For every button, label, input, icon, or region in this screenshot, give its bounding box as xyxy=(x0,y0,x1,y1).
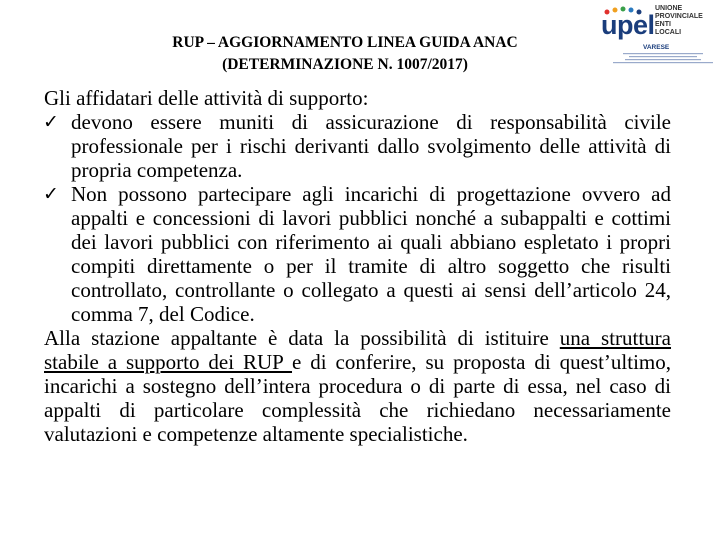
closing-paragraph xyxy=(44,326,671,446)
logo-tagline-3: ENTI xyxy=(655,21,671,28)
upel-logo xyxy=(597,4,715,68)
logo-tagline-2: PROVINCIALE xyxy=(655,13,703,20)
logo-city: VARESE xyxy=(643,44,670,51)
title-line-1: RUP – AGGIORNAMENTO LINEA GUIDA ANAC xyxy=(172,34,518,51)
closing-text-underlined: una struttura stabile a supporto dei RUP xyxy=(44,326,672,374)
logo-fine-print xyxy=(611,52,715,68)
logo-tagline xyxy=(655,5,711,37)
checkmark-icon: ✓ xyxy=(43,111,59,133)
closing-text-end: e di conferire, su proposta di quest’ultimo, incarichi a sostegno dell’intera procedura o di parte di essa, nel caso di appalti di particolare complessità che richiedano necessariamente valutazioni e competenze altamente specialistiche. xyxy=(44,350,671,446)
logo-tagline-4: LOCALI xyxy=(655,29,682,36)
checkmark-icon: ✓ xyxy=(43,183,59,205)
slide-title xyxy=(110,32,580,76)
logo-tagline-1: UNIONE xyxy=(655,5,683,12)
slide-body xyxy=(44,86,671,446)
bullet-text: devono essere muniti di assicurazione di responsabilità civile professionale per i rischi derivanti dallo svolgimento delle attività di propria competenza. xyxy=(71,110,671,182)
logo-wordmark: upel xyxy=(601,10,655,40)
bullet-text: Non possono partecipare agli incarichi di progettazione ovvero ad appalti e concessioni di lavori pubblici nonché a subappalti e cottimi dei lavori pubblici con riferimento ai quali abbiano espletato i propri compiti direttamente o per il tramite di altro soggetto che risulti controllato, controllante o collegato a questi ai sensi dell’articolo 24, comma 7, del Codice. xyxy=(71,182,671,326)
fine-print-lines-icon xyxy=(611,52,715,66)
title-line-2: (DETERMINAZIONE N. 1007/2017) xyxy=(222,56,468,73)
closing-text-start: Alla stazione appaltante è data la possibilità di istituire xyxy=(44,326,560,350)
intro-text: Gli affidatari delle attività di supporto: xyxy=(44,86,369,110)
bullet-item-insurance xyxy=(44,110,671,182)
bullet-item-participation xyxy=(44,182,671,326)
